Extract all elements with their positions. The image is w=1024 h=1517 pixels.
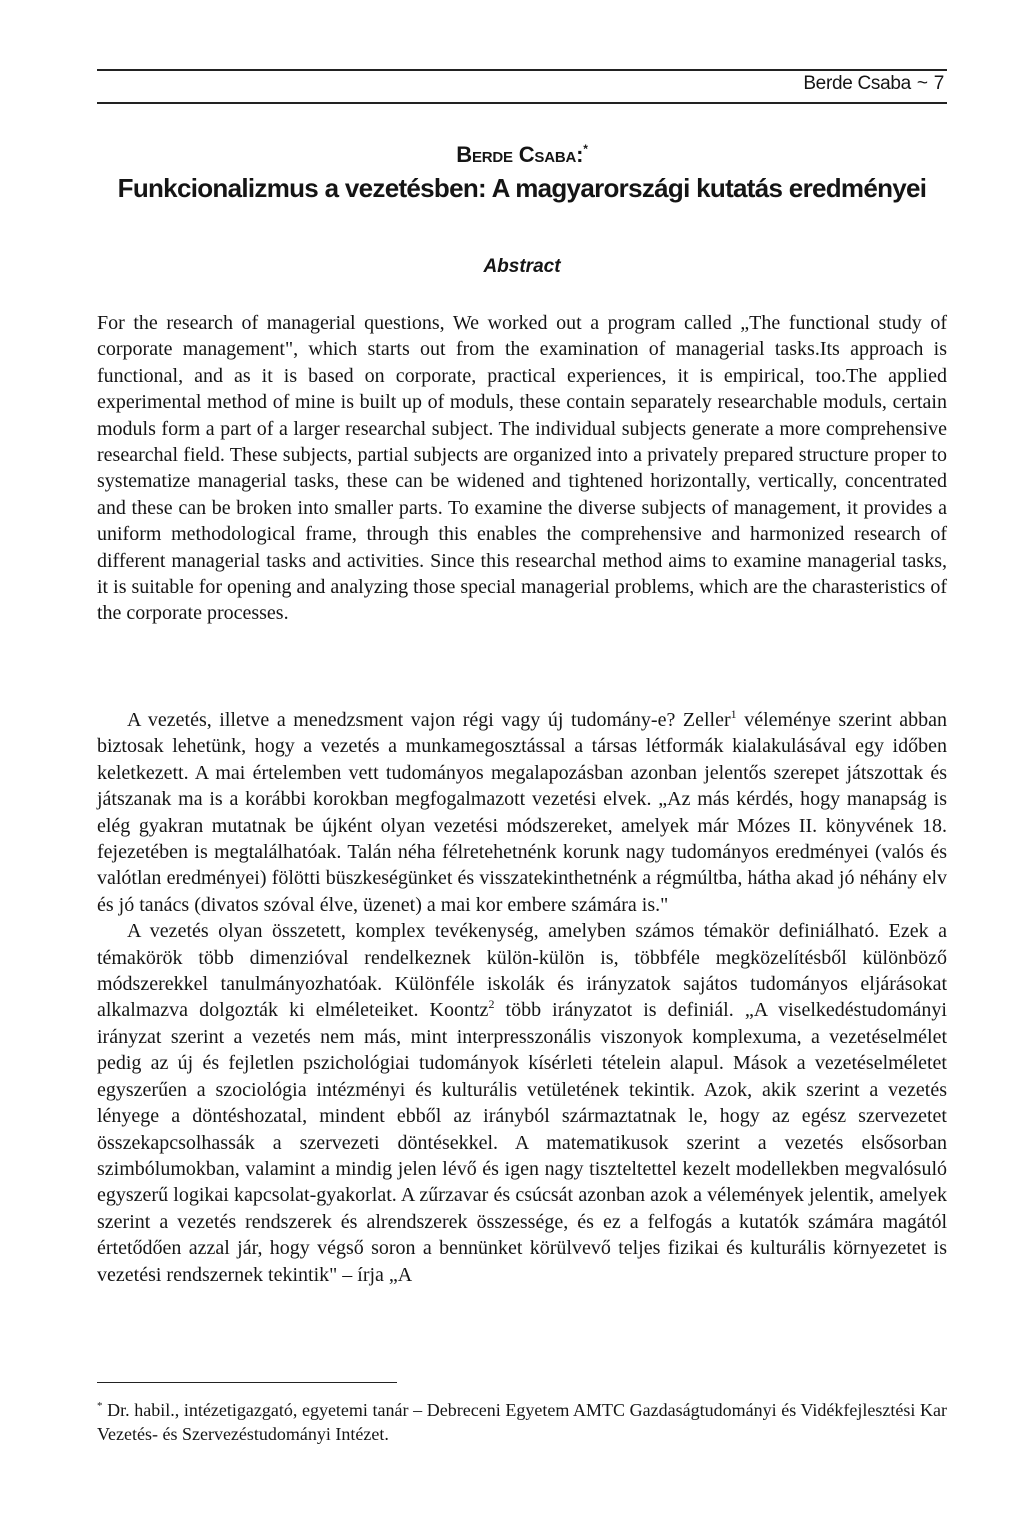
running-head-separator: ~ bbox=[916, 73, 928, 94]
article-author bbox=[97, 142, 947, 168]
abstract-text: For the research of managerial questions, We worked out a program called „The functional study of corporate management", which starts out from the examination of managerial tasks.Its approach is functional, and as it is based on corporate, practical experiences, it is empirical, too.The applied experimental method of mine is built up of moduls, these contain separately researchable moduls, certain moduls form a part of a larger researchal subject. The individual subjects generate a more comprehensive researchal field. These subjects, partial subjects are organized into a privately prepared structure proper to systematize managerial tasks, these can be widened and tightened horizontally, vertically, concentrated and these can be broken into smaller parts. To examine the diverse subjects of management, it provides a uniform methodological frame, through this enables the comprehensive and harmonized research of different managerial tasks and activities. Since this researchal method aims to examine managerial tasks, it is suitable for opening and analyzing those special managerial problems, which are the charasteristics of the corporate processes. bbox=[97, 312, 947, 625]
paragraph-text: több irányzatot is definiál. „A viselkedéstudományi irányzat szerint a vezetés nem más, mint interpresszonális viszonyok komplexuma, a vezetéselmélet pedig az új és fejletlen pszichológiai tudományok kísérleti tételein alapul. Mások a vezetéselméletet egyszerűen a szociológia intézményi és kulturális vetületének tekintik. Azok, akik szerint a vezetés lényege a döntéshozatal, mindent ebből az irányból származtatnak le, hogy az egész szervezetet összekapcsolhassák a szervezeti döntésekkel. A matematikusok szerint a vezetés elsősorban szimbólumokban, valamint a mindig jelen lévő és igen nagy tiszteltettel kezelt modellekben megvalósuló egyszerű logikai kapcsolat-gyakorlat. A zűrzavar és csúcsát azonban azok a vélemények jelentik, amelyek szerint a vezetés rendszerek és alrendszerek összessége, és ez a felfogás a kutatók számára magától értetődően azzal jár, hogy végső soron a bennünket körülvevő teljes fizikai és kulturális környezetet is vezetési rendszernek tekintik" – írja „A bbox=[97, 999, 947, 1286]
body-paragraph bbox=[97, 918, 947, 1288]
footnote-rule bbox=[97, 1382, 397, 1383]
body-text bbox=[97, 707, 947, 1288]
footnote-text: Dr. habil., intézetigazgató, egyetemi tanár – Debreceni Egyetem AMTC Gazdaságtudományi és Vidékfejlesztési Kar Vezetés- és Szervezéstudományi Intézet. bbox=[97, 1400, 947, 1444]
body-paragraph bbox=[97, 707, 947, 918]
footnote bbox=[97, 1398, 947, 1446]
paragraph-text: véleménye szerint abban biztosak lehetünk, hogy a vezetés a munkamegosztással a társas létformák kialakulásával egy időben keletkezett. A mai értelemben vett tudományos megalapozásban azonban jelentős szerepet játszottak és játszanak ma is a korábbi korokban megfogalmazott vezetési elvek. „Az más kérdés, hogy manapság is elég gyakran mutatnak be újként olyan vezetési módszereket, amelyek már Mózes II. könyvének 18. fejezetében is megtalálhatóak. Talán néha félretehetnénk korunk nagy tudományos eredményei (valós és valótlan eredményei) fölötti büszkeségünket és visszatekinthetnénk a régmúltba, hátha akad jó néhány elv és jó tanács (divatos szóval élve, üzenet) a mai kor embere számára is." bbox=[97, 709, 948, 916]
header-bottom-rule bbox=[97, 102, 947, 104]
running-head bbox=[803, 73, 944, 95]
page-number: 7 bbox=[933, 73, 944, 94]
running-head-author: Berde Csaba bbox=[803, 73, 911, 94]
author-footnote-mark: * bbox=[583, 142, 588, 156]
paragraph-text: A vezetés olyan összetett, komplex tevékenység, amelyben számos témakör definiálható. Ezek a témakörök több dimenzióval rendelkeznek külön-külön is, többféle megközelítésből különböző módszerekkel tanulmányozhatóak. Különféle iskolák és irányzatok sajátos tudományos eljárásokat alkalmazva dolgozták ki elméleteiket. Koontz bbox=[97, 920, 947, 1022]
footnote-mark: * bbox=[97, 1400, 103, 1412]
footnote-ref: 1 bbox=[730, 707, 737, 721]
abstract-heading: Abstract bbox=[483, 256, 561, 277]
author-name: Berde Csaba: bbox=[456, 142, 584, 167]
header-top-rule bbox=[97, 69, 947, 71]
article-title: Funkcionalizmus a vezetésben: A magyarországi kutatás eredményei bbox=[117, 173, 927, 203]
paragraph-text: A vezetés, illetve a menedzsment vajon régi vagy új tudomány-e? Zeller bbox=[127, 709, 731, 731]
footnote-ref: 2 bbox=[488, 997, 495, 1012]
